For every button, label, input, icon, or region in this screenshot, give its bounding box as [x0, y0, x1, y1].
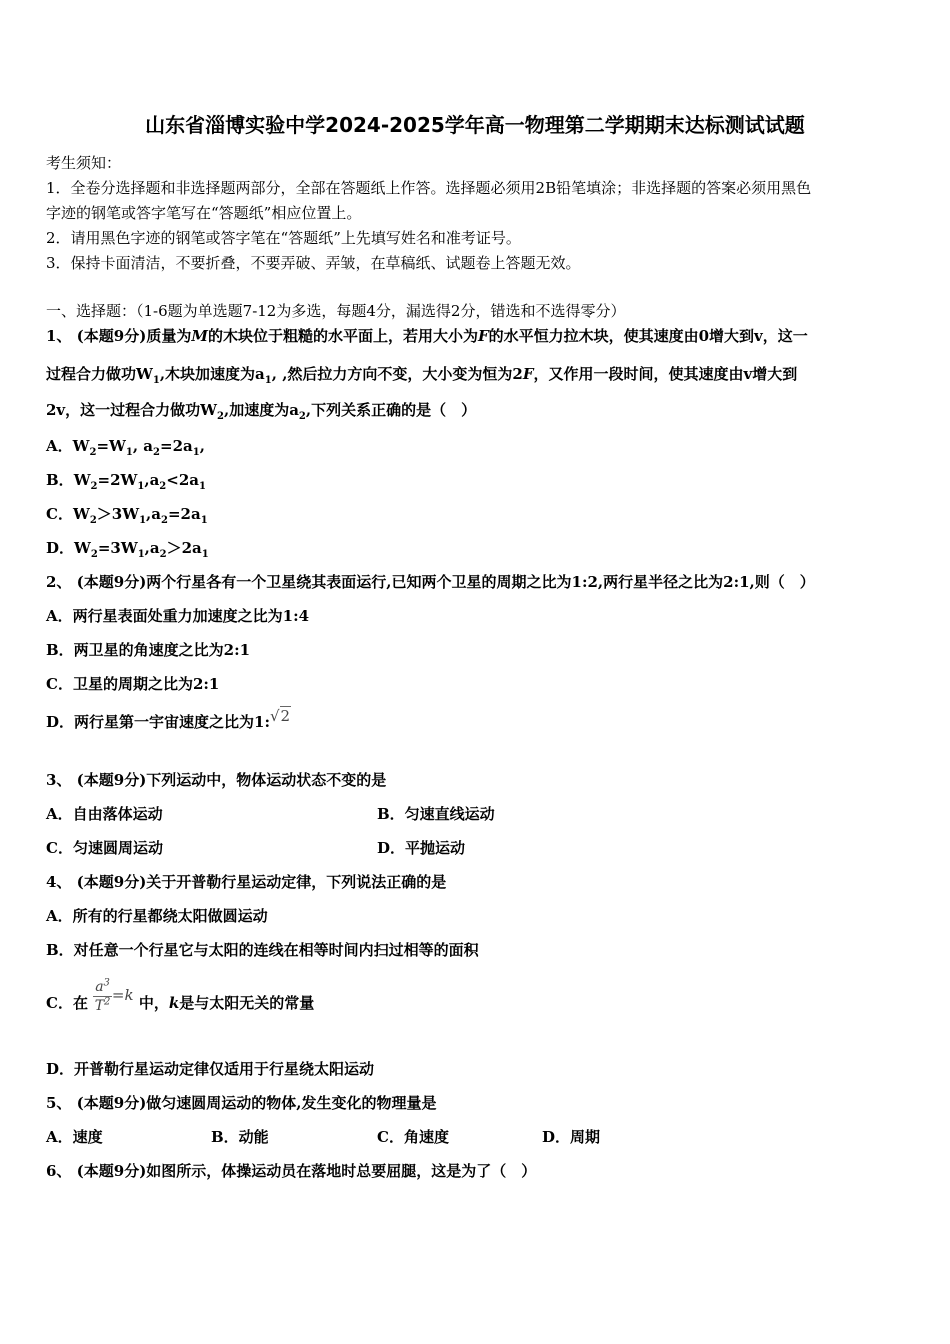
notice-item-3: 3．保持卡面清洁，不要折叠，不要弄破、弄皱，在草稿纸、试题卷上答题无效。 [46, 254, 581, 272]
q3-option-a[interactable]: A．自由落体运动 [46, 805, 163, 823]
q2-option-a[interactable]: A．两行星表面处重力加速度之比为1:4 [46, 607, 310, 625]
q3-stem: 3、 (本题9分)下列运动中，物体运动状态不变的是 [46, 771, 387, 789]
q2-option-b[interactable]: B．两卫星的角速度之比为2:1 [46, 641, 251, 659]
q2-stem: 2、 (本题9分)两个行星各有一个卫星绕其表面运行,已知两个卫星的周期之比为1:2,两行星半径之比为2:1,则（ ） [46, 573, 815, 591]
notice-item-1: 1．全卷分选择题和非选择题两部分，全部在答题纸上作答。选择题必须用2B铅笔填涂；非选择题的答案必须用黑色 [46, 179, 812, 197]
section-heading: 一、选择题：（1-6题为单选题7-12为多选，每题4分，漏选得2分，错选和不选得零分） [46, 302, 626, 320]
q3-option-d[interactable]: D．平抛运动 [377, 839, 466, 857]
q5-option-a[interactable]: A．速度 [46, 1128, 103, 1146]
kepler-fraction: $\frac{a^3}{T^2}$ [94, 976, 111, 1014]
q1-option-b[interactable]: B．$W_2=2W_1,a_2<2a_1$ [46, 471, 206, 492]
q1-option-d[interactable]: D．$W_2=3W_1,a_2>2a_1$ [46, 539, 209, 560]
sqrt-symbol: √2 [269, 707, 291, 725]
page-title: 山东省淄博实验中学2024-2025学年高一物理第二学期期末达标测试试题 [145, 113, 805, 137]
notice-item-1-cont: 字迹的钢笔或答字笔写在“答题纸”相应位置上。 [46, 204, 362, 222]
q5-option-b[interactable]: B．动能 [211, 1128, 269, 1146]
q3-option-c[interactable]: C．匀速圆周运动 [46, 839, 163, 857]
q2-option-c[interactable]: C．卫星的周期之比为2:1 [46, 675, 220, 693]
q3-option-b[interactable]: B．匀速直线运动 [377, 805, 495, 823]
q4-option-b[interactable]: B．对任意一个行星它与太阳的连线在相等时间内扫过相等的面积 [46, 941, 479, 959]
q1-stem-line-3: 2v，这一过程合力做功$W_2$,加速度为$a_2$,下列关系正确的是（ ） [46, 401, 477, 422]
q6-stem: 6、 (本题9分)如图所示，体操运动员在落地时总要屈腿，这是为了（ ） [46, 1162, 537, 1180]
q2-option-d[interactable]: D．两行星第一宇宙速度之比为1:√2 [46, 707, 291, 731]
notice-heading: 考生须知： [46, 154, 122, 172]
q5-option-c[interactable]: C．角速度 [377, 1128, 449, 1146]
q5-option-d[interactable]: D．周期 [542, 1128, 601, 1146]
notice-item-2: 2．请用黑色字迹的钢笔或答字笔在“答题纸”上先填写姓名和准考证号。 [46, 229, 521, 247]
q1-option-c[interactable]: C．$W_2>3W_1,a_2=2a_1$ [46, 505, 208, 526]
q4-option-d[interactable]: D．开普勒行星运动定律仅适用于行星绕太阳运动 [46, 1060, 375, 1078]
q4-option-c[interactable]: C．在 $\frac{a^3}{T^2}$ =k 中，k是与太阳无关的常量 [46, 976, 315, 1014]
q5-stem: 5、 (本题9分)做匀速圆周运动的物体,发生变化的物理量是 [46, 1094, 437, 1112]
q4-option-a[interactable]: A．所有的行星都绕太阳做圆运动 [46, 907, 268, 925]
q1-stem-line-2: 过程合力做功$W_1$,木块加速度为$a_1$, ,然后拉力方向不变，大小变为恒为2F，又作用一段时间，使其速度由v增大到 [46, 365, 798, 386]
q1-stem-line-1: 1、 (本题9分)质量为M的木块位于粗糙的水平面上，若用大小为F的水平恒力拉木块，使其速度由0增大到v，这一 [46, 327, 808, 345]
q4-stem: 4、 (本题9分)关于开普勒行星运动定律，下列说法正确的是 [46, 873, 447, 891]
q1-option-a[interactable]: A．$W_2=W_1$, $a_2=2a_1$, [46, 437, 205, 458]
